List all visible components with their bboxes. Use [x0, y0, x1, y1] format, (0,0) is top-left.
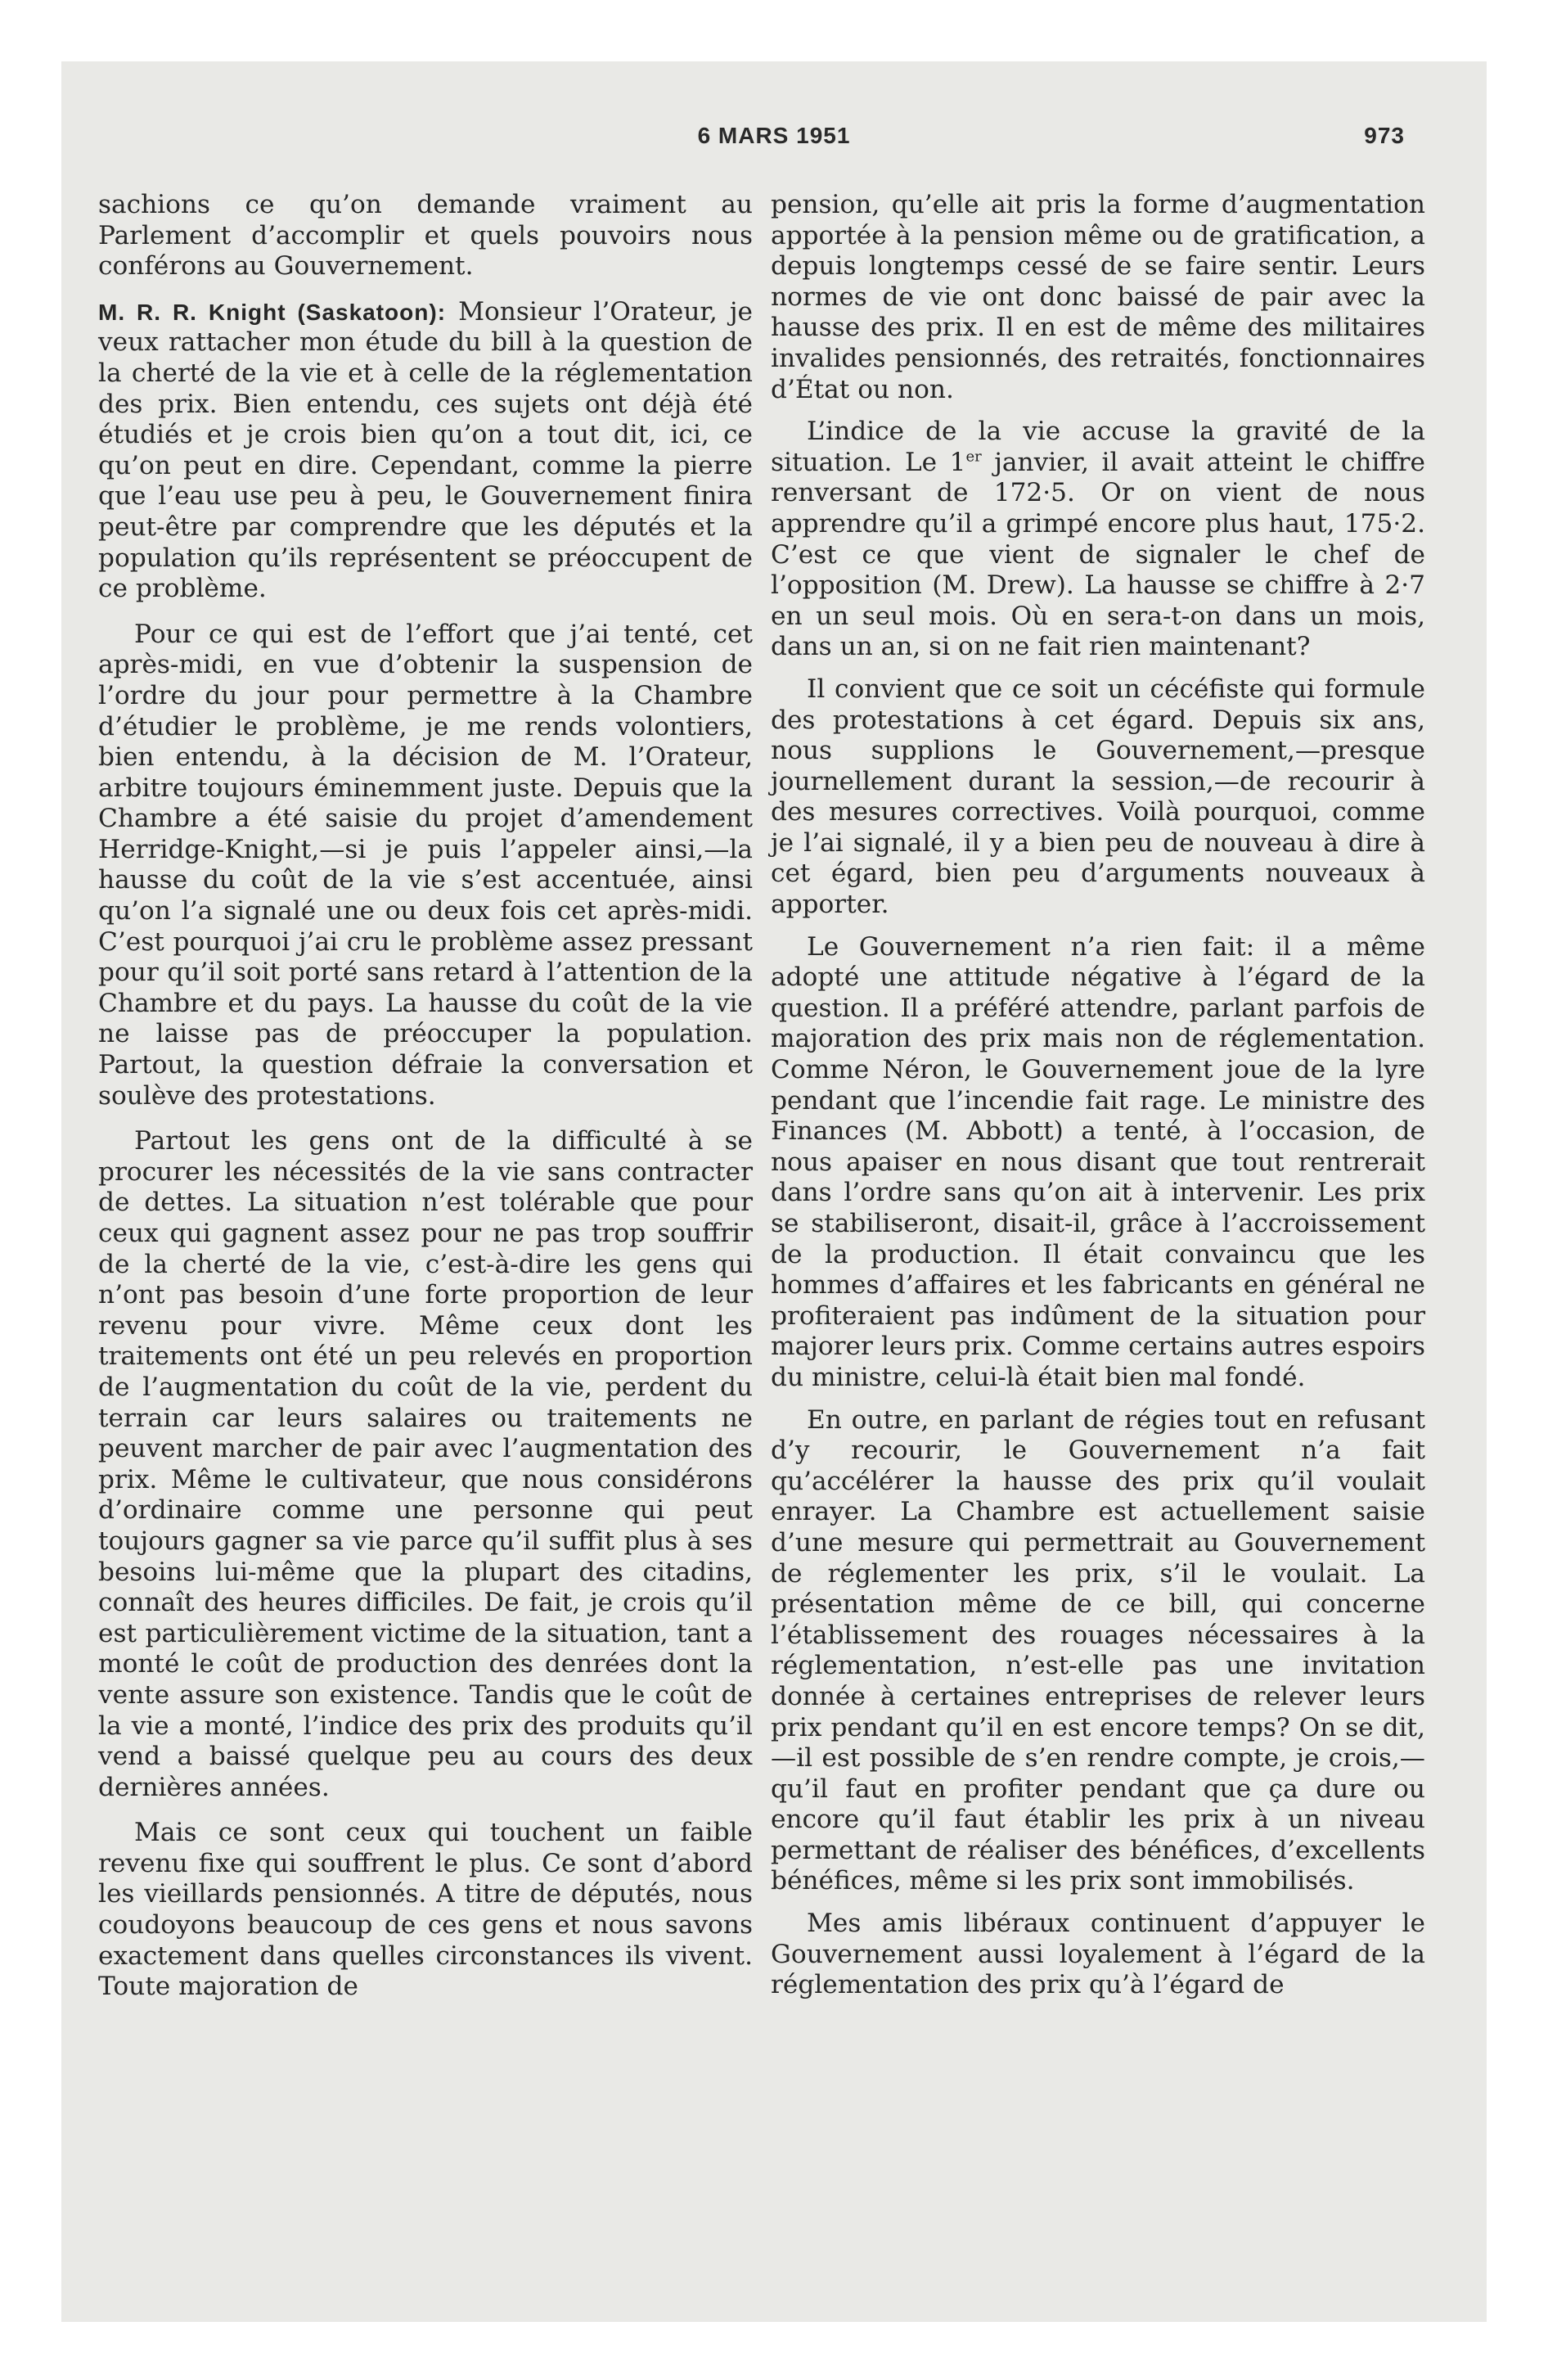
paragraph: Pour ce qui est de l’effort que j’ai tenté, cet après-midi, en vue d’obtenir la suspension de l’ordre du jour pour permettre à la Chambre d’étudier le problème, je me rends volontiers, bien entendu, à la décision de M. l’Orateur, arbitre toujours éminemment juste. Depuis que la Chambre a été saisie du projet d’amendement Herridge-Knight,—si je puis l’appeler ainsi,—la hausse du coût de la vie s’est accentuée, ainsi qu’on l’a signalé une ou deux fois cet après-midi. C’est pourquoi j’ai cru le problème assez pressant pour qu’il soit porté sans retard à l’attention de la Chambre et du pays. La hausse du coût de la vie ne laisse pas de préoccuper la population. Partout, la question défraie la conversation et soulève des protestations. [98, 619, 753, 1111]
speaker-name: M. R. R. Knight (Saskatoon): [98, 299, 447, 325]
paragraph-text: janvier, il avait atteint le chiffre renversant de 172·5. Or on vient de nous apprendre qu’il a grimpé encore plus haut, 175·2. C’est ce que vient de signaler le chef de l’opposition (M. Drew). La hausse se chiffre à 2·7 en un seul mois. Où en sera-t-on dans un mois, dans un an, si on ne fait rien maintenant? [771, 447, 1425, 662]
paragraph: sachions ce qu’on demande vraiment au Parlement d’accomplir et quels pouvoirs nous conférons au Gouvernement. [98, 190, 753, 282]
page-number: 973 [1364, 123, 1405, 148]
superscript: er [965, 448, 982, 466]
paragraph-text: L’indice de la vie accuse la gravité de la situation. Le 1 [771, 417, 1425, 477]
right-column [771, 190, 1425, 2013]
header-date: 6 MARS 1951 [697, 123, 851, 148]
paragraph: Partout les gens ont de la difficulté à se procurer les nécessités de la vie sans contracter de dettes. La situation n’est tolérable que pour ceux qui gagnent assez pour ne pas trop souffrir de la cherté de la vie, c’est-à-dire les gens qui n’ont pas besoin d’une forte proportion de leur revenu pour vivre. Même ceux dont les traitements ont été un peu relevés en proportion de l’augmentation du coût de la vie, perdent du terrain car leurs salaires ou traitements ne peuvent marcher de pair avec l’augmentation des prix. Même le cultivateur, que nous considérons d’ordinaire comme une personne qui peut toujours gagner sa vie parce qu’il suffit plus à ses besoins lui-même que la plupart des citadins, connaît des heures difficiles. De fait, je crois qu’il est particulièrement victime de la situation, tant a monté le coût de production des denrées dont la vente assure son existence. Tandis que le coût de la vie a monté, l’indice des prix des produits qu’il vend a baissé quelque peu au cours des deux dernières années. [98, 1126, 753, 1802]
paragraph: Mes amis libéraux continuent d’appuyer le Gouvernement aussi loyalement à l’égard de la réglementation des prix qu’à l’égard de [771, 1909, 1425, 2000]
paragraph: pension, qu’elle ait pris la forme d’augmentation apportée à la pension même ou de gratification, a depuis longtemps cessé de se faire sentir. Leurs normes de vie ont donc baissé de pair avec la hausse des prix. Il en est de même des militaires invalides pensionnés, des retraités, fonctionnaires d’État ou non. [771, 190, 1425, 404]
page-header [61, 123, 1487, 172]
paragraph [771, 417, 1425, 663]
paragraph: En outre, en parlant de régies tout en refusant d’y recourir, le Gouvernement n’a fait qu’accélérer la hausse des prix qu’il voulait enrayer. La Chambre est actuellement saisie d’une mesure qui permettrait au Gouvernement de réglementer les prix, s’il le voulait. La présentation même de ce bill, qui concerne l’établissement des rouages nécessaires à la réglementation, n’est-elle pas une invitation donnée à certaines entreprises de relever leurs prix pendant qu’il en est encore temps? On se dit,—il est possible de s’en rendre compte, je crois,—qu’il faut en profiter pendant que ça dure ou encore qu’il faut établir les prix à un niveau permettant de réaliser des bénéfices, d’excellents bénéfices, même si les prix sont immobilisés. [771, 1404, 1425, 1896]
paragraph: Le Gouvernement n’a rien fait: il a même adopté une attitude négative à l’égard de la question. Il a préféré attendre, parlant parfois de majoration des prix mais non de réglementation. Comme Néron, le Gouvernement joue de la lyre pendant que l’incendie fait rage. Le ministre des Finances (M. Abbott) a tenté, à l’occasion, de nous apaiser en nous disant que tout rentrerait dans l’ordre sans qu’on ait à intervenir. Les prix se stabiliseront, disait-il, grâce à l’accroissement de la production. Il était convaincu que les hommes d’affaires et les fabricants en général ne profiteraient pas indûment de la situation pour majorer leurs prix. Comme certains autres espoirs du ministre, celui-là était bien mal fondé. [771, 931, 1425, 1392]
paragraph: Il convient que ce soit un cécéfiste qui formule des protestations à cet égard. Depuis six ans, nous supplions le Gouvernement,—presque journellement durant la session,—de recourir à des mesures correctives. Voilà pourquoi, comme je l’ai signalé, il y a bien peu de nouveau à dire à cet égard, bien peu d’arguments nouveaux à apporter. [771, 674, 1425, 920]
paragraph: Mais ce sont ceux qui touchent un faible revenu fixe qui souffrent le plus. Ce sont d’abord les vieillards pensionnés. A titre de députés, nous coudoyons beaucoup de ces gens et nous savons exactement dans quelles circonstances ils vivent. Toute majoration de [98, 1818, 753, 2002]
left-column [98, 190, 753, 2017]
paragraph [98, 297, 753, 605]
paragraph-text: Monsieur l’Orateur, je veux rattacher mon étude du bill à la question de la cherté de la vie et à celle de la réglementation des prix. Bien entendu, ces sujets ont déjà été étudiés et je crois bien qu’on a tout dit, ici, ce qu’on peut en dire. Cependant, comme la pierre que l’eau use peu à peu, le Gouvernement finira peut-être par comprendre que les députés et la population qu’ils représentent se préoccupent de ce problème. [98, 296, 753, 604]
